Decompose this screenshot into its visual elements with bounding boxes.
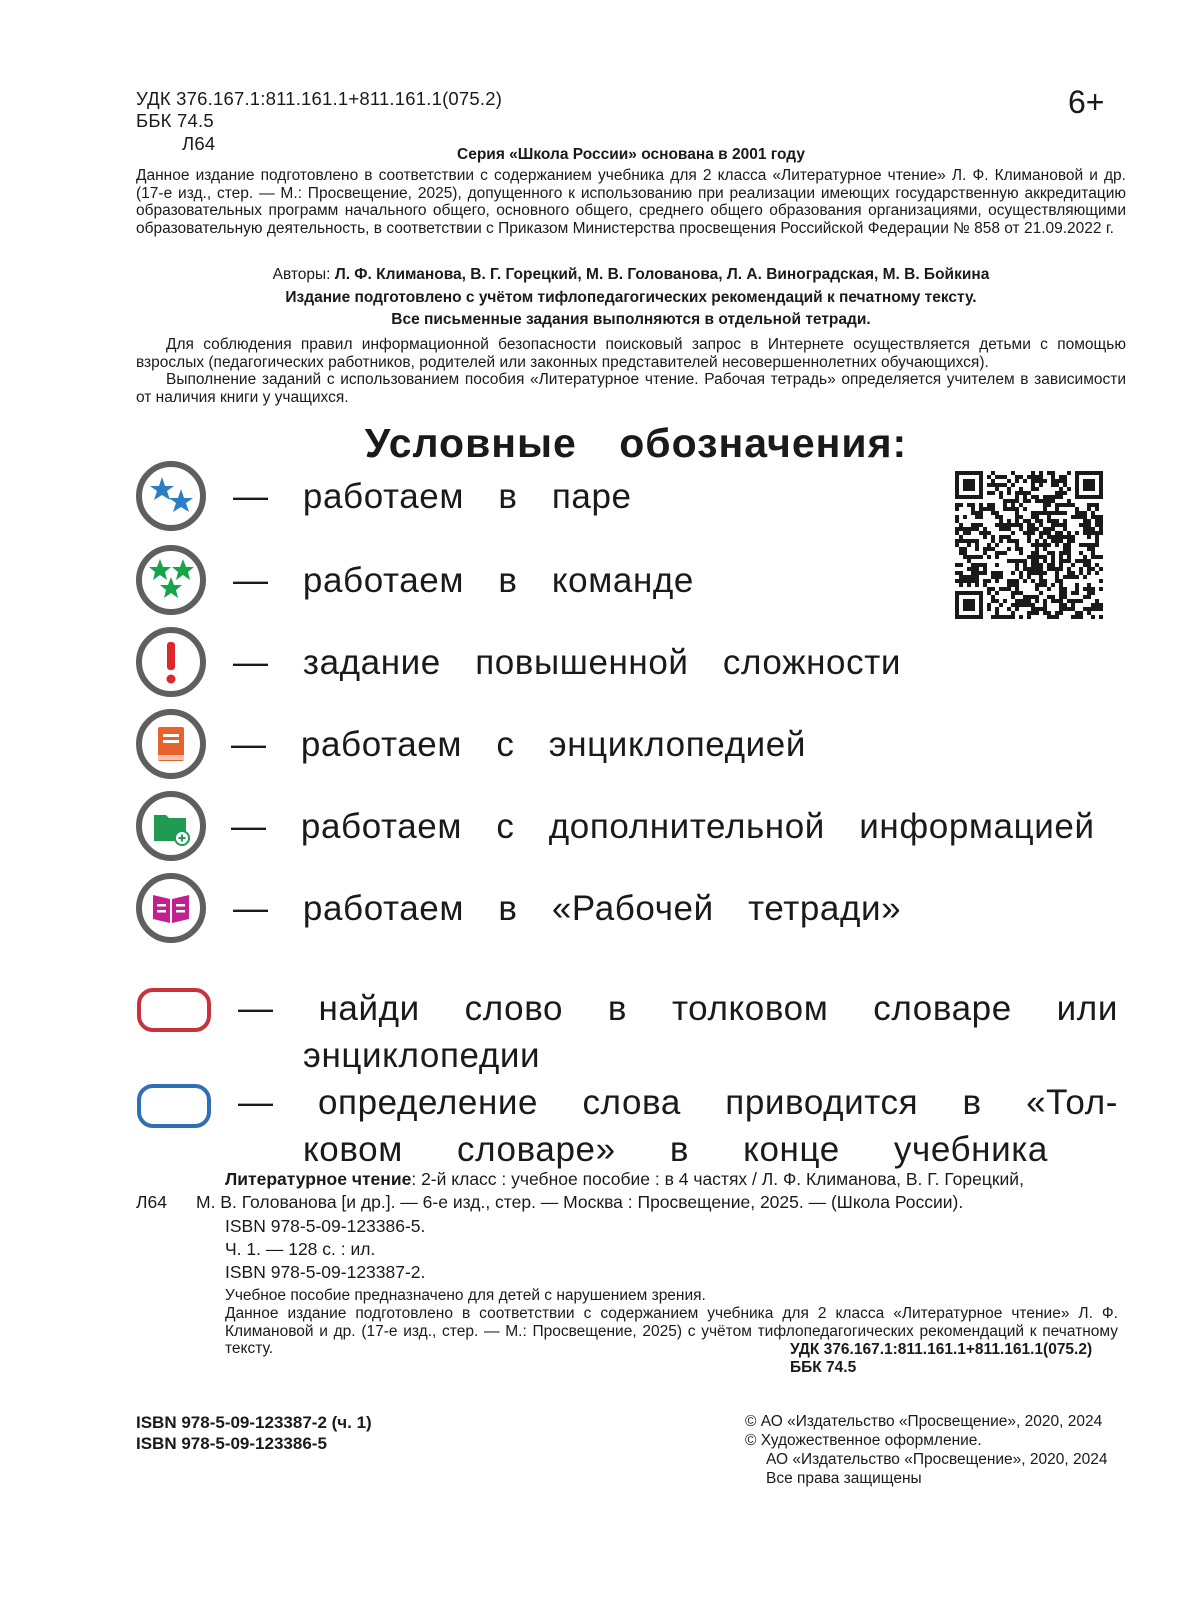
edition-note: Данное издание подготовлено в соответствии с содержанием учебника для 2 класса «Литературное чтение» Л. Ф. Климановой и др. (17-е изд., стер. — М.: Просвещение, 2025), допущенного к использованию при реализации имеющих государственную аккредитацию образовательных программ начального общего, основного общего, среднего общего образования организациями, осуществляющими образовательную деятельность, в соответствии с Приказом Министерства просвещения Российской Федерации № 858 от 21.09.2022 г. <box>136 167 1126 237</box>
blue-frame-text-line2: ковом словаре» в конце учебника <box>303 1130 1048 1169</box>
catalog-line1 <box>225 1168 1024 1191</box>
legend-item-text: — работаем с энциклопедией <box>231 725 806 764</box>
footer-isbn-part: ISBN 978-5-09-123387-2 (ч. 1) <box>136 1413 372 1432</box>
legend-item-text: — задание повышенной сложности <box>233 643 901 682</box>
red-frame-text-line1: — найди слово в толковом словаре или <box>238 989 1118 1028</box>
red-frame-text-line2: энциклопедии <box>303 1036 541 1075</box>
copyright-3: АО «Издательство «Просвещение», 2020, 2024 <box>766 1451 1108 1468</box>
catalog-isbn-part: ISBN 978-5-09-123387-2. <box>225 1262 426 1282</box>
footer-isbn-full: ISBN 978-5-09-123386-5 <box>136 1434 327 1453</box>
authors-names: Л. Ф. Климанова, В. Г. Горецкий, М. В. Голованова, Л. А. Виноградская, М. В. Бойкина <box>334 266 990 283</box>
legend-item-text: — работаем с дополнительной информацией <box>231 807 1095 846</box>
book-title: Литературное чтение <box>225 1169 412 1189</box>
open-workbook-icon <box>136 873 206 943</box>
legend-title: Условные обозначения: <box>364 420 908 466</box>
legend-item-pair <box>136 461 1126 541</box>
legend-item-text: — работаем в команде <box>233 561 694 600</box>
legend-item-text: — работаем в «Рабочей тетради» <box>233 889 902 928</box>
blue-frame-icon <box>137 1084 211 1128</box>
book-icon <box>136 709 206 779</box>
legend-item-text: — работаем в паре <box>233 477 632 516</box>
written-tasks-note: Все письменные задания выполняются в отдельной тетради. <box>391 311 871 328</box>
authors-label: Авторы: <box>272 266 331 283</box>
catalog-code: Л64 <box>136 1192 167 1212</box>
age-rating: 6+ <box>1068 84 1105 120</box>
catalog-isbn-full: ISBN 978-5-09-123386-5. <box>225 1216 426 1236</box>
legend-item-complex <box>136 627 1126 707</box>
catalog-line1-rest: : 2-й класс : учебное пособие : в 4 частях / Л. Ф. Климанова, В. Г. Горецкий, <box>411 1169 1024 1189</box>
author-mark: Л64 <box>182 133 216 154</box>
rights-reserved: Все права защищены <box>766 1470 922 1487</box>
catalog-udk: УДК 376.167.1:811.161.1+811.161.1(075.2) <box>790 1341 1093 1358</box>
series-note: Серия «Школа России» основана в 2001 году <box>457 146 805 163</box>
udk-code: УДК 376.167.1:811.161.1+811.161.1(075.2) <box>136 88 503 109</box>
catalog-edition-note: Данное издание подготовлено в соответствии с содержанием учебника для 2 класса «Литературное чтение» Л. Ф. Климановой и др. (17-е изд., стер. — М.: Просвещение, 2025) с учётом тифлопедагогических рекомендаций к печатному тексту. <box>225 1305 1118 1357</box>
authors-line <box>136 266 1126 284</box>
catalog-line2: М. В. Голованова [и др.]. — 6-е изд., стер. — Москва : Просвещение, 2025. — (Школа России). <box>196 1192 964 1212</box>
folder-plus-icon <box>136 791 206 861</box>
copyright-2: © Художественное оформление. <box>745 1432 982 1449</box>
legend-item-workbook <box>136 873 1126 953</box>
legend-item-extra-info <box>136 791 1126 871</box>
bbk-code: ББК 74.5 <box>136 110 214 131</box>
red-frame-icon <box>137 988 211 1032</box>
legend-item-encyclopedia <box>136 709 1126 789</box>
catalog-bbk: ББК 74.5 <box>790 1359 857 1376</box>
legend-item-team <box>136 545 1126 625</box>
blue-frame-text-line1: — определение слова приводится в «Тол- <box>238 1083 1118 1122</box>
tiflo-note: Издание подготовлено с учётом тифлопедагогических рекомендаций к печатному тексту. <box>285 289 977 306</box>
two-stars-icon <box>136 461 206 531</box>
copyright-1: © АО «Издательство «Просвещение», 2020, 2024 <box>745 1413 1103 1430</box>
exclamation-icon <box>136 627 206 697</box>
catalog-part: Ч. 1. — 128 с. : ил. <box>225 1239 376 1259</box>
catalog-purpose: Учебное пособие предназначено для детей с нарушением зрения. <box>225 1287 706 1304</box>
workbook-note: Выполнение заданий с использованием пособия «Литературное чтение. Рабочая тетрадь» определяется учителем в зависимости от наличия книги у учащихся. <box>136 371 1126 406</box>
safety-note: Для соблюдения правил информационной безопасности поисковый запрос в Интернете осуществляется детьми с помощью взрослых (педагогических работников, родителей или законных представителей несовершеннолетних обучающихся). <box>136 336 1126 371</box>
three-stars-icon <box>136 545 206 615</box>
